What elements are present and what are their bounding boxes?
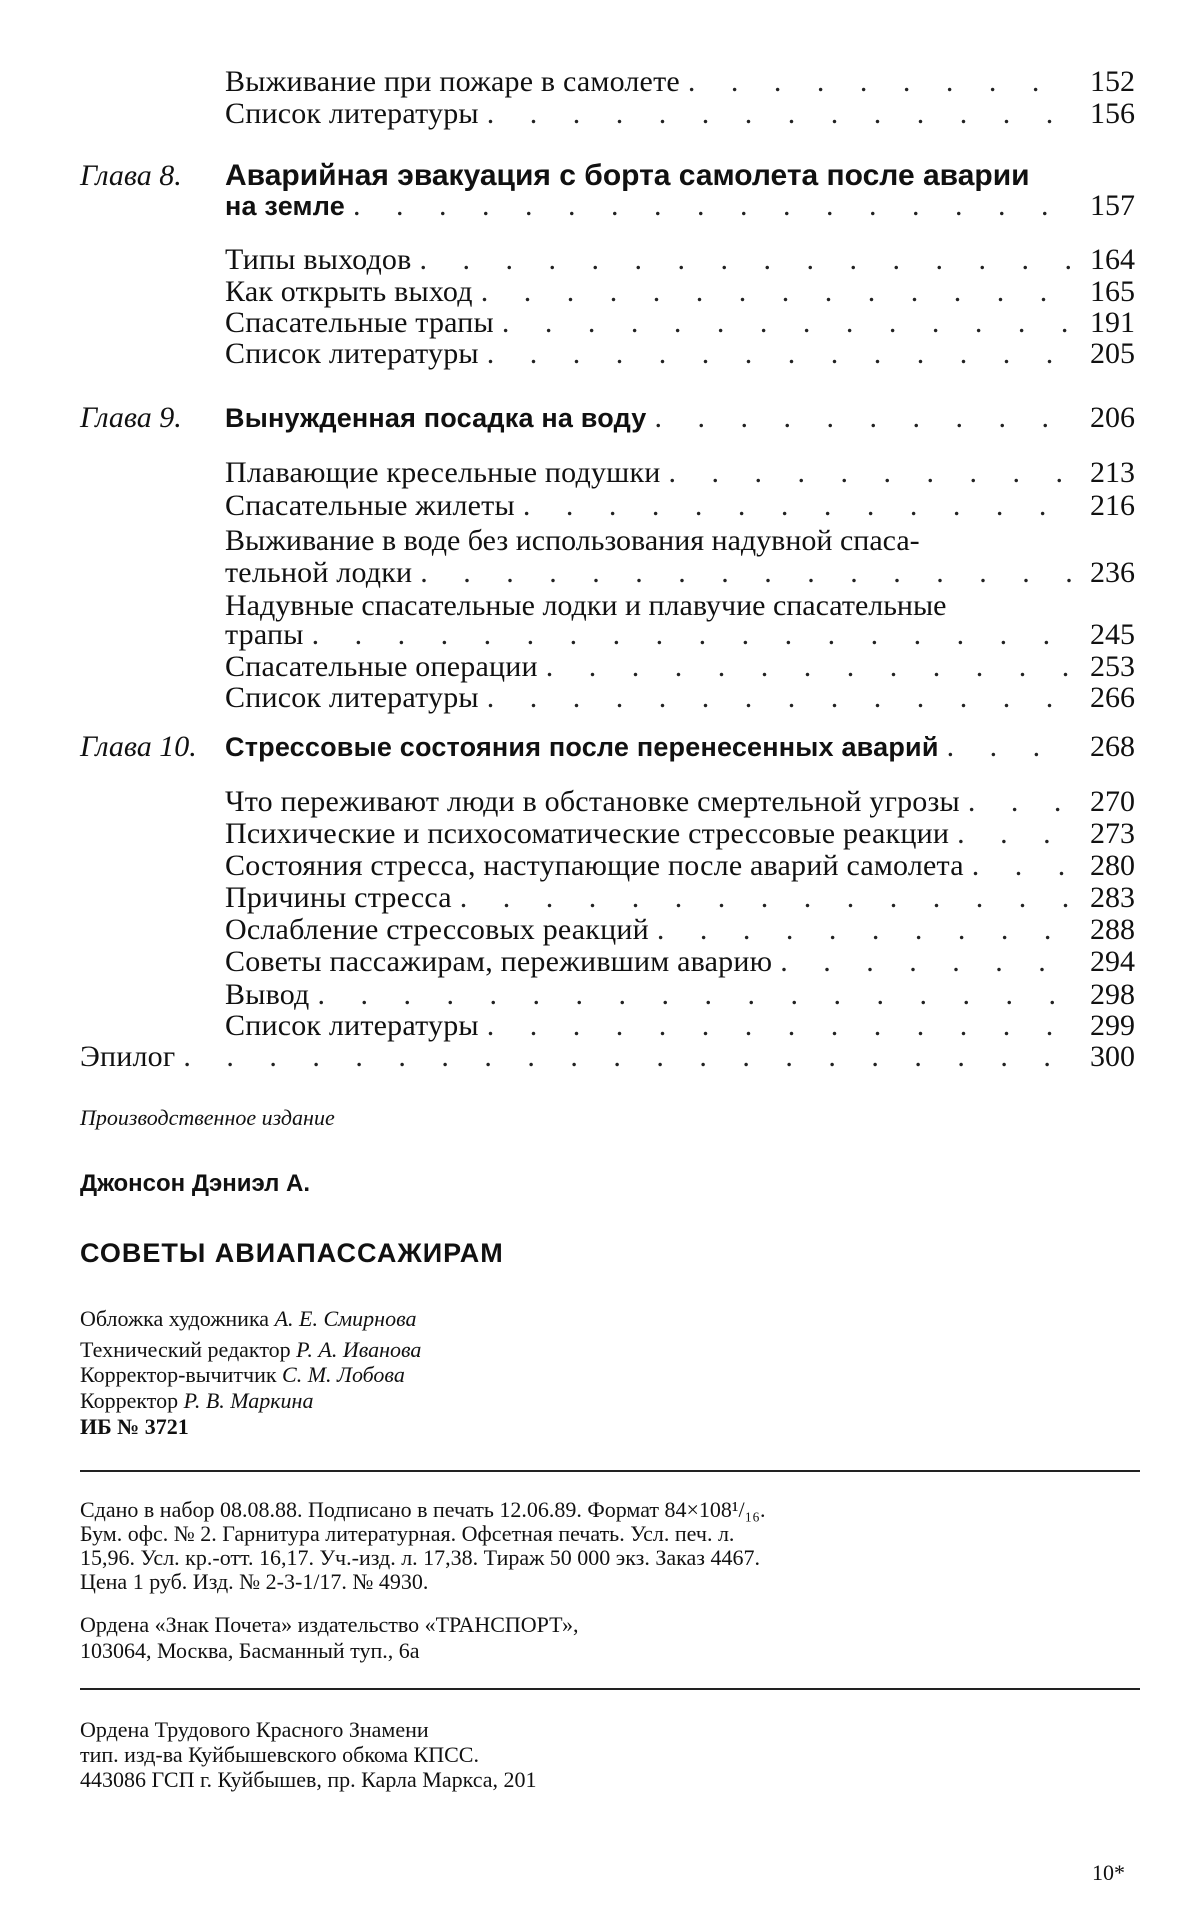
toc-entry-page: 288 <box>1090 913 1135 946</box>
toc-entry-page: 156 <box>1090 97 1135 130</box>
credit-line <box>80 1388 313 1414</box>
book-title: СОВЕТЫ АВИАПАССАЖИРАМ <box>80 1238 504 1268</box>
toc-entry <box>225 98 1135 130</box>
leader-dots <box>546 651 1073 683</box>
divider-rule <box>80 1470 1140 1472</box>
toc-entry-title: Состояния стресса, наступающие после аварий самолета <box>225 849 964 882</box>
print-info-line: Цена 1 руб. Изд. № 2-3-1/17. № 4930. <box>80 1569 429 1594</box>
print-info-line: Бум. офс. № 2. Гарнитура литературная. Офсетная печать. Усл. печ. л. <box>80 1521 735 1546</box>
leader-dots <box>460 882 1073 914</box>
credit-name: Р. А. Иванова <box>296 1337 422 1362</box>
toc-entry-page: 298 <box>1090 978 1135 1011</box>
toc-entry-page: 253 <box>1090 650 1135 683</box>
toc-entry-title: Спасательные жилеты <box>225 489 515 522</box>
toc-entry-page: 273 <box>1090 817 1135 850</box>
toc-entry-page: 152 <box>1090 65 1135 98</box>
toc-entry <box>225 66 1135 98</box>
credit-name: Р. В. Маркина <box>183 1388 314 1413</box>
leader-dots <box>487 98 1073 130</box>
printer-line: тип. изд-ва Куйбышевского обкома КПСС. <box>80 1742 479 1767</box>
toc-entry-title: Причины стресса <box>225 881 452 914</box>
toc-entry-title: Список литературы <box>225 337 479 370</box>
toc-entry <box>225 786 1135 818</box>
leader-dots <box>487 338 1073 370</box>
leader-dots <box>481 276 1073 308</box>
toc-entry-title: Что переживают люди в обстановке смертельной угрозы <box>225 785 960 818</box>
leader-dots <box>780 946 1073 978</box>
toc-entry-page: 165 <box>1090 275 1135 308</box>
chapter-page: 157 <box>1090 189 1135 222</box>
chapter-title-line <box>225 190 1135 222</box>
credit-role: Технический редактор <box>80 1337 291 1362</box>
toc-entry-page: 280 <box>1090 849 1135 882</box>
toc-entry-title: Выживание в воде без использования надувной спаса- <box>225 524 920 557</box>
printer-line: 443086 ГСП г. Куйбышев, пр. Карла Маркса, 201 <box>80 1767 537 1792</box>
chapter-title: Стрессовые состояния после перенесенных аварий <box>225 732 939 762</box>
chapter-label: Глава 10. <box>80 730 197 763</box>
print-info-line: 15,96. Усл. кр.-отт. 16,17. Уч.-изд. л. 17,38. Тираж 50 000 экз. Заказ 4467. <box>80 1545 760 1570</box>
chapter-title-cont: на земле <box>225 191 345 221</box>
toc-entry-title-cont: тельной лодки <box>225 556 413 589</box>
credit-line <box>80 1362 405 1388</box>
toc-entry <box>225 1010 1135 1042</box>
publisher-line: 103064, Москва, Басманный туп., 6а <box>80 1638 420 1663</box>
toc-entry-page: 283 <box>1090 881 1135 914</box>
chapter-title-line <box>225 731 1135 763</box>
printer-line: Ордена Трудового Красного Знамени <box>80 1717 429 1742</box>
credit-line <box>80 1306 416 1332</box>
toc-entry-title: Плавающие кресельные подушки <box>225 456 661 489</box>
leader-dots <box>688 66 1073 98</box>
toc-entry <box>225 457 1135 489</box>
leader-dots <box>487 682 1073 714</box>
toc-entry-page: 245 <box>1090 618 1135 651</box>
toc-entry-title: Спасательные трапы <box>225 306 494 339</box>
toc-entry-page: 191 <box>1090 306 1135 339</box>
toc-entry <box>225 914 1135 946</box>
credit-line <box>80 1337 421 1363</box>
edition-type: Производственное издание <box>80 1105 335 1130</box>
toc-entry-title: Список литературы <box>225 1009 479 1042</box>
toc-entry-title: Выживание при пожаре в самолете <box>225 65 680 98</box>
toc-entry-page: 300 <box>1090 1040 1135 1073</box>
chapter-title-line <box>225 402 1135 434</box>
toc-entry-page: 294 <box>1090 945 1135 978</box>
credit-role: Обложка художника <box>80 1306 270 1331</box>
toc-entry <box>225 946 1135 978</box>
toc-entry <box>225 979 1135 1011</box>
publisher-line: Ордена «Знак Почета» издательство «ТРАНСПОРТ», <box>80 1612 579 1637</box>
signature-mark: 10* <box>1092 1860 1125 1885</box>
toc-entry-title: Типы выходов <box>225 243 412 276</box>
toc-entry-page: 266 <box>1090 681 1135 714</box>
divider-rule <box>80 1688 1140 1690</box>
toc-entry <box>225 818 1135 850</box>
credit-name: С. М. Лобова <box>282 1362 405 1387</box>
leader-dots <box>183 1041 1073 1073</box>
print-info-line: Сдано в набор 08.08.88. Подписано в печать 12.06.89. Формат 84×108¹/₁₆. <box>80 1497 766 1522</box>
toc-entry-page: 164 <box>1090 243 1135 276</box>
chapter-page: 206 <box>1090 401 1135 434</box>
toc-entry <box>225 882 1135 914</box>
toc-entry-title: Надувные спасательные лодки и плавучие спасательные <box>225 589 947 622</box>
toc-entry-epilogue <box>80 1041 1135 1073</box>
toc-entry-title: Спасательные операции <box>225 650 538 683</box>
author-name: Джонсон Дэниэл А. <box>80 1170 311 1197</box>
credit-name: А. Е. Смирнова <box>274 1306 417 1331</box>
toc-entry <box>225 307 1135 339</box>
leader-dots <box>947 731 1073 763</box>
toc-entry <box>225 651 1135 683</box>
toc-entry <box>225 682 1135 714</box>
toc-entry <box>225 557 1135 589</box>
toc-entry-title: Как открыть выход <box>225 275 473 308</box>
toc-entry <box>225 338 1135 370</box>
toc-entry-page: 216 <box>1090 489 1135 522</box>
chapter-label: Глава 8. <box>80 159 182 192</box>
toc-entry <box>225 276 1135 308</box>
leader-dots <box>957 818 1073 850</box>
leader-dots <box>654 402 1073 434</box>
leader-dots <box>657 914 1073 946</box>
toc-entry <box>225 850 1135 882</box>
toc-entry <box>225 244 1135 276</box>
credit-role: Корректор <box>80 1388 179 1413</box>
leader-dots <box>420 557 1073 589</box>
leader-dots <box>318 979 1073 1011</box>
toc-entry-page: 299 <box>1090 1009 1135 1042</box>
chapter-label: Глава 9. <box>80 401 182 434</box>
toc-entry-title-cont: трапы <box>225 618 304 651</box>
leader-dots <box>972 850 1073 882</box>
leader-dots <box>502 307 1073 339</box>
credit-role: Корректор-вычитчик <box>80 1362 277 1387</box>
chapter-title: Аварийная эвакуация с борта самолета после аварии <box>225 159 1030 192</box>
leader-dots <box>420 244 1074 276</box>
leader-dots <box>669 457 1073 489</box>
leader-dots <box>487 1010 1073 1042</box>
toc-entry <box>225 490 1135 522</box>
ib-number: ИБ № 3721 <box>80 1414 189 1439</box>
toc-entry-page: 205 <box>1090 337 1135 370</box>
leader-dots <box>312 619 1073 651</box>
chapter-title: Вынужденная посадка на воду <box>225 403 647 433</box>
chapter-page: 268 <box>1090 730 1135 763</box>
toc-entry-title: Вывод <box>225 978 310 1011</box>
toc-entry-page: 213 <box>1090 456 1135 489</box>
toc-entry-title: Эпилог <box>80 1040 176 1073</box>
toc-entry-title: Список литературы <box>225 681 479 714</box>
toc-entry-title: Психические и психосоматические стрессовые реакции <box>225 817 950 850</box>
leader-dots <box>353 190 1073 222</box>
toc-entry-title: Советы пассажирам, пережившим аварию <box>225 945 773 978</box>
toc-entry-page: 270 <box>1090 785 1135 818</box>
leader-dots <box>968 786 1073 818</box>
toc-entry-title: Список литературы <box>225 97 479 130</box>
toc-entry-title: Ослабление стрессовых реакций <box>225 913 649 946</box>
toc-entry-page: 236 <box>1090 556 1135 589</box>
leader-dots <box>523 490 1073 522</box>
toc-entry <box>225 619 1135 651</box>
